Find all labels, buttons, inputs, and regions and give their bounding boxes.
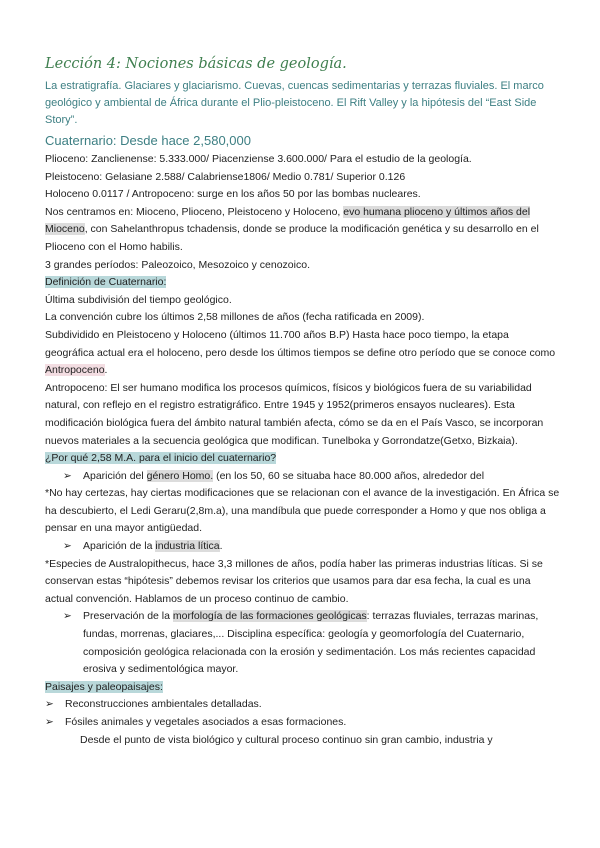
bullet-morfologia [63, 608, 560, 678]
definition-3-text-b: . [104, 364, 108, 377]
bullet-reconstrucciones [45, 696, 560, 714]
bullet-industria-litica [63, 538, 560, 556]
australopithecus-paragraph: *Especies de Australopithecus, hace 3,3 millones de años, podía haber las primeras industrias líticas. Si se conservan estas “hipótesis” debemos revisar los criterios que usamos para dar esa fecha, la cual es una actual convención. Hablamos de un proceso continuo de cambio. [45, 557, 543, 605]
definition-paragraph-3 [45, 327, 560, 380]
paisajes-heading: Paisajes y paleopaisajes: [45, 680, 163, 693]
definition-heading: Definición de Cuaternario: [45, 276, 167, 289]
bullet-3-text-b: : terrazas fluviales, terrazas marinas, fundas, morrenas, glaciares,... Disciplina específica: geología y geomorfología del Cuaternario, composición geológica relacionada con la erosión y sedimentación. Los más recientes capacidad erosiva y sedimentológica mayor. [83, 610, 539, 676]
document-content [45, 54, 560, 749]
bullet-1-text-a: Aparición del [83, 469, 147, 482]
paisajes-heading-line [45, 679, 560, 697]
plioceno-line: Plioceno: Zanclienense: 5.333.000/ Piacenziense 3.600.000/ Para el estudio de la geología. [45, 153, 472, 165]
holoceno-line: Holoceno 0.0117 / Antropoceno: surge en los años 50 por las bombas nucleares. [45, 188, 421, 201]
pleistoceno-line: Pleistoceno: Gelasiane 2.588/ Calabriense1806/ Medio 0.781/ Superior 0.126 [45, 170, 406, 183]
bullet-2-text-b: . [219, 540, 223, 553]
periods-line: 3 grandes períodos: Paleozoico, Mesozoico y cenozoico. [45, 258, 310, 271]
antropoceno-paragraph: Antropoceno: El ser humano modifica los procesos químicos, físicos y biológicos fuera de su variabilidad natural, con reflejo en el registro estratigráfico. Entre 1945 y 1952(primeros ensayos nucleares). Esta modificación biológica fuera del ámbito natural también afecta, cómo se da en el País Vasco, se incorporan nuevos materiales a la secuencia geológica que modifican. Tunelboka y Gorrondatze(Getxo, Bizkaia). [45, 381, 544, 447]
arrow-bullet-icon: ➢ [63, 610, 72, 623]
focus-text-a: Nos centramos en: Mioceno, Plioceno, Pleistoceno y Holoceno, [45, 205, 344, 218]
why-heading: ¿Por qué 2,58 M.A. para el inicio del cuaternario? [45, 452, 277, 465]
bullet-fosiles [45, 714, 560, 732]
definition-3-text-a: Subdividido en Pleistoceno y Holoceno (últimos 11.700 años B.P) Hasta hace poco tiempo, la etapa geográfica actual era el holoceno, pero desde los últimos tiempos se define otro período que se conoce como [45, 328, 556, 359]
lesson-subtitle: La estratigrafía. Glaciares y glaciarismo. Cuevas, cuencas sedimentarias y terrazas fluviales. El marco geológico y ambiental de África durante el Plio-pleistoceno. El Rift Valley y la hipótesis del “East Side Story”. [45, 80, 544, 126]
focus-highlight: evo humana plioceno y últimos años del Mioceno [45, 205, 531, 236]
bullet-3-text-a: Preservación de la [83, 610, 173, 623]
genero-homo-highlight: género Homo. [146, 469, 214, 482]
reconstrucciones-text: Reconstrucciones ambientales detalladas. [65, 698, 262, 711]
bullet-genero-homo [63, 468, 560, 486]
industria-litica-highlight: industria lítica [155, 540, 220, 553]
continuation-line: Desde el punto de vista biológico y cultural proceso continuo sin gran cambio, industria y [80, 733, 493, 746]
arrow-bullet-icon: ➢ [45, 716, 54, 728]
focus-text-b: , con Sahelanthropus tchadensis, donde se produce la modificación genética y su desarrollo en el Plioceno con el Homo habilis. [45, 223, 539, 253]
morfologia-highlight: morfología de las formaciones geológicas [172, 610, 367, 623]
focus-paragraph [45, 204, 560, 257]
definition-line-2: La convención cubre los últimos 2,58 millones de años (fecha ratificada en 2009). [45, 311, 425, 324]
arrow-bullet-icon: ➢ [63, 540, 72, 553]
bullet-1-text-b: (en los 50, 60 se situaba hace 80.000 años, alrededor del [213, 469, 485, 482]
definition-line-1: Última subdivisión del tiempo geológico. [45, 293, 232, 306]
definition-heading-line [45, 274, 560, 292]
why-heading-line [45, 450, 560, 468]
bullet-2-text-a: Aparición de la [83, 540, 156, 553]
no-certezas-paragraph: *No hay certezas, hay ciertas modificaciones que se relacionan con el avance de la investigación. En África se ha descubierto, el Ledi Geraru(2,8m.a), una mandíbula que puede corresponder a Homo y que nos obliga a pensar en una mayor antigüedad. [45, 487, 560, 535]
arrow-bullet-icon: ➢ [63, 469, 72, 482]
arrow-bullet-icon: ➢ [45, 698, 54, 711]
lesson-title: Lección 4: Nociones básicas de geología. [45, 56, 347, 72]
fosiles-text: Fósiles animales y vegetales asociados a esas formaciones. [65, 716, 347, 728]
antropoceno-highlight: Antropoceno [45, 364, 105, 377]
cuaternario-heading: Cuaternario: Desde hace 2,580,000 [45, 133, 251, 148]
